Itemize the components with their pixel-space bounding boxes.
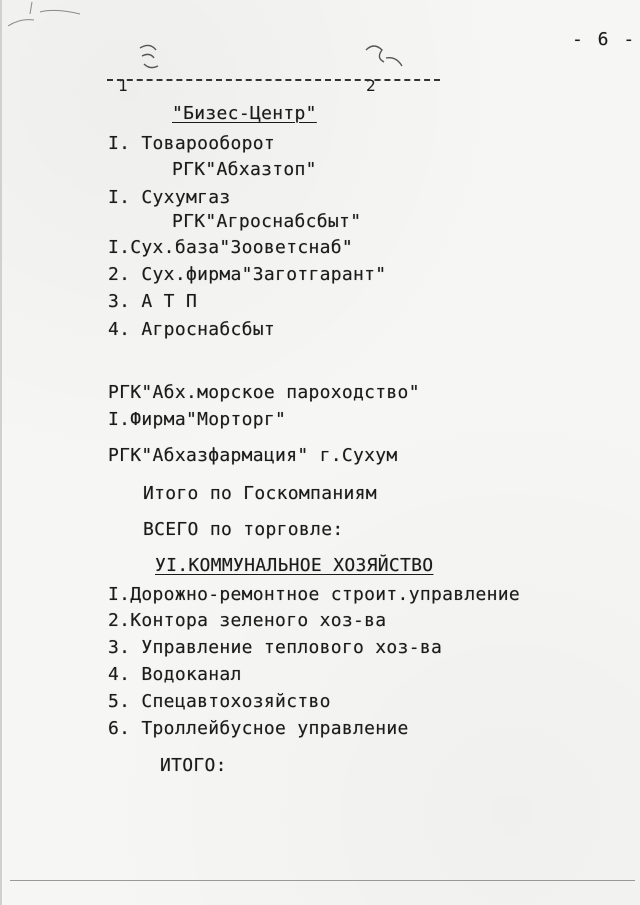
list-item: 4. Агроснабсбыт <box>108 319 276 340</box>
list-item: I.Фирма"Морторг" <box>108 409 287 430</box>
page-number: - 6 - <box>572 29 637 50</box>
list-item: 2. Сух.фирма"Заготгарант" <box>108 264 387 285</box>
section-title-kommunalnoe: УI.КОММУНАЛЬНОЕ ХОЗЯЙСТВО <box>155 555 434 576</box>
subheading-rgk: РГК"Агроснабсбыт" <box>172 211 362 232</box>
subheading-rgk: РГК"Абхазфармация" г.Сухум <box>108 445 398 466</box>
list-item: 4. Водоканал <box>108 664 242 685</box>
list-item: 3. А Т П <box>108 291 198 312</box>
list-item: I. Сухумгаз <box>108 187 231 208</box>
bottom-rule <box>10 880 635 881</box>
header-dashed-rule <box>107 79 440 81</box>
column-marker-2 <box>362 40 406 74</box>
total-torgovlya: ВСЕГО по торговле: <box>143 519 344 540</box>
list-item: 6. Троллейбусное управление <box>108 718 409 739</box>
column-header-1: 1 <box>118 76 128 95</box>
list-item: 5. Спецавтохозяйство <box>108 691 331 712</box>
page-edge-shadow <box>0 0 2 905</box>
total-itogo: ИТОГО: <box>160 755 227 776</box>
section-title-biznes-center: "Бизес-Центр" <box>172 103 317 124</box>
pencil-scribble-mark <box>0 0 90 45</box>
list-item: 3. Управление теплового хоз-ва <box>108 637 443 658</box>
list-item: 2.Контора зеленого хоз-ва <box>108 610 387 631</box>
subheading-rgk: РГК"Абхазтоп" <box>172 159 317 180</box>
list-item: I.Сух.база"Зооветснаб" <box>108 237 354 258</box>
list-item: I. Товарооборот <box>108 133 276 154</box>
subheading-rgk: РГК"Абх.морское пароходство" <box>108 382 420 403</box>
list-item: I.Дорожно-ремонтное строит.управление <box>108 584 521 605</box>
column-header-2: 2 <box>366 76 376 95</box>
total-goskompanii: Итого по Госкомпаниям <box>143 483 377 504</box>
column-marker-1 <box>136 42 166 76</box>
